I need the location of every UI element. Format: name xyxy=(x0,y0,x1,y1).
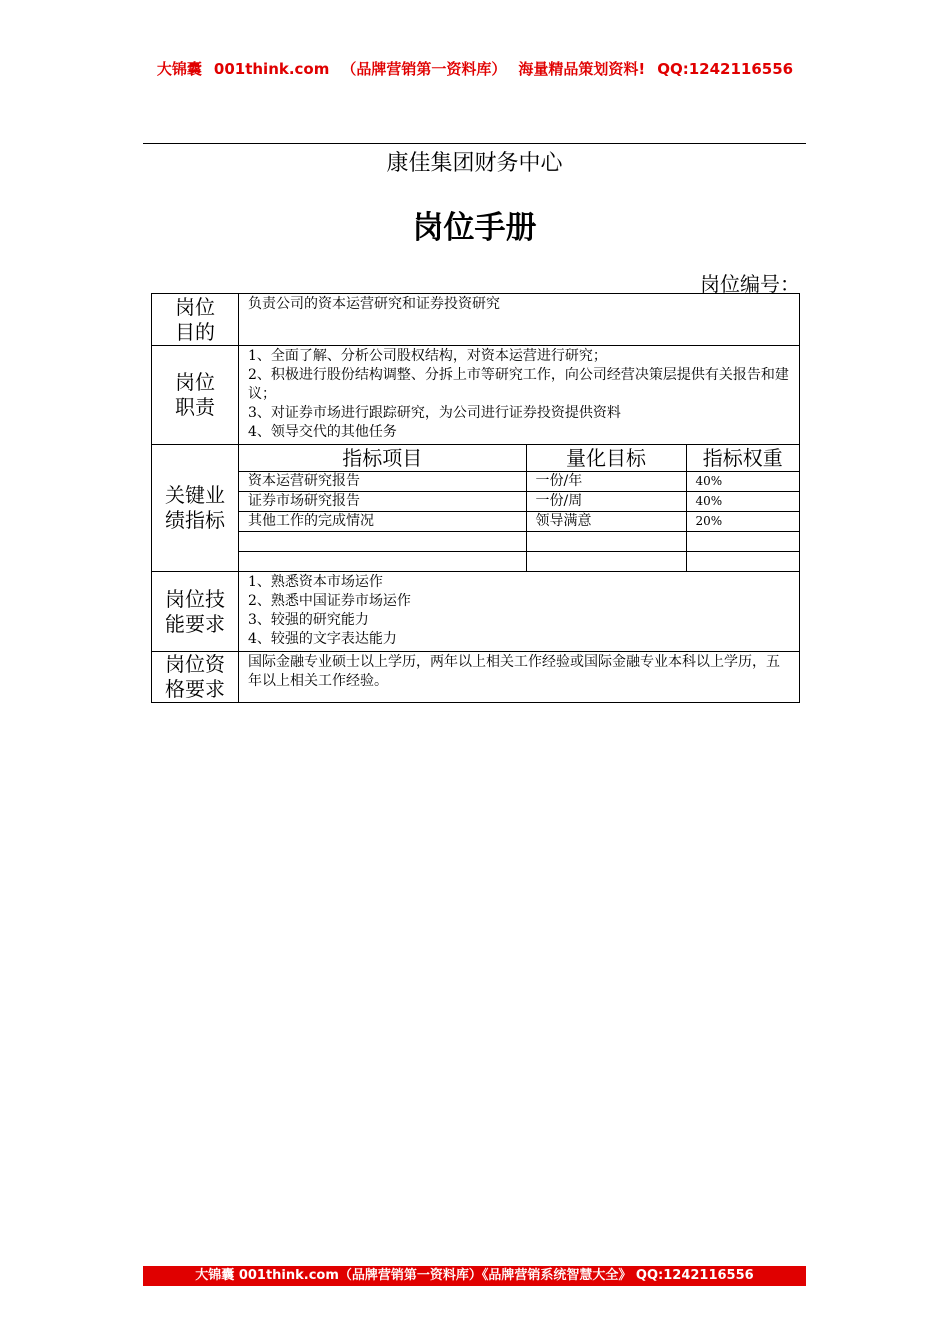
banner-tagline: （品牌营销第一资料库） xyxy=(341,60,507,78)
skill-item: 2、熟悉中国证券市场运作 xyxy=(248,593,411,609)
kpi-table-row-empty xyxy=(239,552,799,572)
kpi-item xyxy=(239,552,526,572)
kpi-weight: 40% xyxy=(686,492,799,512)
banner-site-link[interactable]: 001think.com xyxy=(213,60,330,78)
skills-label-line2: 能要求 xyxy=(165,611,225,636)
kpi-item: 其他工作的完成情况 xyxy=(239,512,526,532)
document-title: 岗位手册 xyxy=(412,210,537,246)
skills-label-line1: 岗位技 xyxy=(165,586,225,611)
kpi-table-row xyxy=(239,512,799,532)
kpi-weight: 20% xyxy=(686,512,799,532)
kpi-table-row xyxy=(239,472,799,492)
bottom-banner[interactable]: 大锦囊 001think.com（品牌营销第一资料库）《品牌营销系统智慧大全》 QQ:1242116556 xyxy=(143,1266,806,1286)
kpi-content xyxy=(239,445,800,572)
kpi-header-row xyxy=(239,445,799,472)
kpi-label-line2: 绩指标 xyxy=(165,508,225,532)
skill-item: 1、熟悉资本市场运作 xyxy=(248,574,383,590)
duty-item: 1、全面了解、分析公司股权结构，对资本运营进行研究； xyxy=(248,348,607,364)
purpose-label-line1: 岗位 xyxy=(175,294,215,319)
kpi-weight: 40% xyxy=(686,472,799,492)
organization-name: 康佳集团财务中心 xyxy=(386,151,563,176)
skill-item: 3、较强的研究能力 xyxy=(248,612,369,628)
qualification-label-line2: 格要求 xyxy=(165,677,225,701)
duty-item: 3、对证券市场进行跟踪研究，为公司进行证券投资提供资料 xyxy=(248,405,621,421)
skills-content xyxy=(239,572,800,652)
kpi-row xyxy=(152,445,800,572)
kpi-label xyxy=(152,445,239,572)
kpi-target: 领导满意 xyxy=(526,512,686,532)
kpi-item xyxy=(239,532,526,552)
duties-label-line2: 职责 xyxy=(175,395,215,419)
kpi-weight xyxy=(686,552,799,572)
kpi-target xyxy=(526,532,686,552)
purpose-text: 负责公司的资本运营研究和证券投资研究 xyxy=(248,296,500,312)
kpi-item: 证券市场研究报告 xyxy=(239,492,526,512)
qualification-label-line1: 岗位资 xyxy=(165,652,225,676)
kpi-target: 一份/年 xyxy=(526,472,686,492)
duties-label xyxy=(152,346,239,445)
duty-item: 4、领导交代的其他任务 xyxy=(248,424,397,440)
kpi-label-line1: 关键业 xyxy=(165,483,225,507)
purpose-content xyxy=(239,294,800,346)
job-manual-table xyxy=(151,293,800,703)
kpi-item: 资本运营研究报告 xyxy=(239,472,526,492)
banner-qq: QQ:1242116556 xyxy=(657,60,794,78)
purpose-label xyxy=(152,294,239,346)
qualification-content xyxy=(239,652,800,703)
duties-row xyxy=(152,346,800,445)
purpose-row xyxy=(152,294,800,346)
kpi-header-target: 量化目标 xyxy=(526,445,686,472)
kpi-target xyxy=(526,552,686,572)
skills-label xyxy=(152,572,239,652)
purpose-label-line2: 目的 xyxy=(175,319,215,344)
qualification-text: 国际金融专业硕士以上学历，两年以上相关工作经验或国际金融专业本科以上学历，五年以上相关工作经验。 xyxy=(248,654,780,689)
post-code-label: 岗位编号： xyxy=(700,272,800,296)
banner-slogan: 海量精品策划资料! xyxy=(518,60,646,78)
kpi-table-row-empty xyxy=(239,532,799,552)
duty-item: 2、积极进行股份结构调整、分拆上市等研究工作，向公司经营决策层提供有关报告和建议； xyxy=(248,367,789,402)
kpi-header-item: 指标项目 xyxy=(239,445,526,472)
qualification-label xyxy=(152,652,239,703)
duties-content xyxy=(239,346,800,445)
duties-label-line1: 岗位 xyxy=(175,370,215,394)
qualification-row xyxy=(152,652,800,703)
skill-item: 4、较强的文字表达能力 xyxy=(248,631,397,647)
banner-brand: 大锦囊 xyxy=(156,60,202,78)
top-banner xyxy=(0,58,950,79)
skills-row xyxy=(152,572,800,652)
kpi-header-weight: 指标权重 xyxy=(686,445,799,472)
header-divider xyxy=(143,143,806,144)
kpi-table xyxy=(239,445,799,571)
kpi-table-row xyxy=(239,492,799,512)
kpi-target: 一份/周 xyxy=(526,492,686,512)
kpi-weight xyxy=(686,532,799,552)
